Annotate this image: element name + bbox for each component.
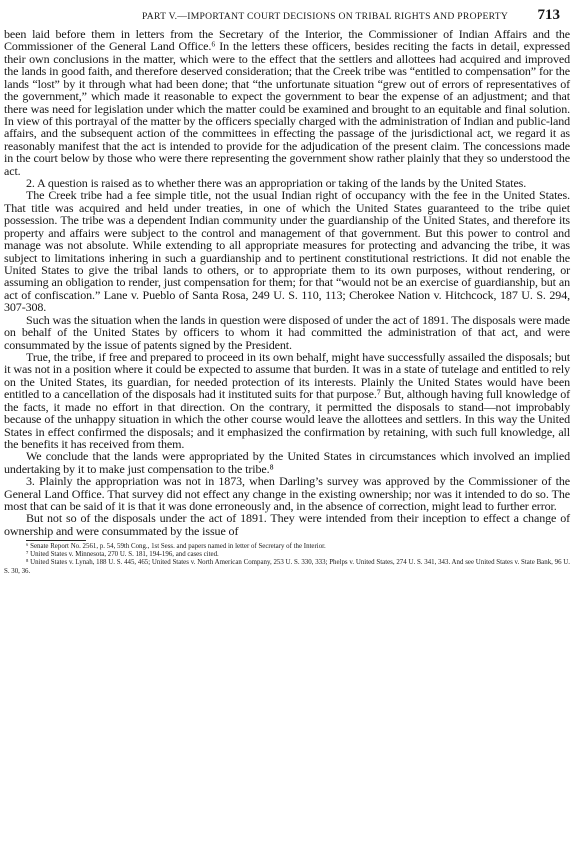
paragraph: The Creek tribe had a fee simple title, not the usual Indian right of occupancy with the fee in the United States. That title was acquired and held under treaties, in one of which the United States guaranteed to the tribe quiet possession. The tribe was a dependent Indian community under the guardianship of the United States, and therefore its property and affairs were subject to the control and management of that government. But this power to control and manage was not absolute. While extending to all appropriate measures for protecting and advancing the tribe, it was subject to limitations inhering in such a guardianship and to pertinent constitutional restrictions. It did not enable the United States to give the tribal lands to others, or to appropriate them to its own purposes, without rendering, or assuming an obligation to render, just compensation for them; for that “would not be an exercise of guardianship, but an act of confiscation.” Lane v. Pueblo of Santa Rosa, 249 U. S. 110, 113; Cherokee Nation v. Hitchcock, 187 U. S. 294, 307-308. (4, 188, 570, 315)
paragraph-continued: been laid before them in letters from the Secretary of the Interior, the Commissioner of Indian Affairs and the Commissioner of the General Land Office.⁶ In the letters these officers, besides reciting the facts in detail, expressed their own conclusions in the matter, which were to the effect that the settlers and allottees had acquired and improved the lands in good faith, and therefore deserved consideration; that the Creek tribe was “entitled to compensation” for the lands “lost” by it through what had been done; that “the unfortunate situation “grew out of errors of representatives of the government,” which made it reasonable to expect the government to bear the expense of an adjustment; and that there was need for legislation under which the matter could be examined and brought to an equitable and final solution. In view of this portrayal of the matter by the officers specially charged with the administration of Indian and public-land affairs, and the subsequent action of the committees in effecting the passage of the jurisdictional act, we regard it as reasonably manifest that the act is intended to provide for the adjudication of the present claim. The concessions made in the court below by those who were there representing the government show rather plainly that they so understood the act. (4, 27, 570, 178)
footnote: ⁶ Senate Report No. 2561, p. 54, 59th Cong., 1st Sess. and papers named in letter of Secretary of the Interior. (26, 543, 326, 551)
page-number: 713 (537, 7, 560, 23)
footnotes (4, 540, 570, 575)
paragraph: We conclude that the lands were appropriated by the United States in circumstances which involved an implied undertaking by it to make just compensation to the tribe.⁸ (4, 449, 570, 476)
paragraph: True, the tribe, if free and prepared to proceed in its own behalf, might have successfully assailed the disposals; but it was not in a position where it could be expected to assume that burden. It was in a state of tutelage and entitled to rely on the United States, its guardian, for needed protection of its interests. Plainly the United States would have been entitled to a cancellation of the disposals had it instituted suits for that purpose.⁷ But, although having full knowledge of the facts, it made no effort in that direction. On the contrary, it permitted the disposals to stand—not improbably because of the unhappy situation in which the other course would leave the allottees and settlers. In this way the United States in effect confirmed the disposals; and it emphasized the confirmation by retaining, with such full knowledge, all the benefits it has received from them. (4, 349, 570, 451)
body-text (4, 28, 570, 537)
paragraph: 3. Plainly the appropriation was not in 1873, when Darling’s survey was approved by the Commissioner of the General Land Office. That survey did not effect any change in the existing ownership; nor was it intended to do so. The most that can be said of it is that it was done erroneously and, in the absence of correction, might lead to further error. (4, 474, 570, 514)
paragraph: But not so of the disposals under the act of 1891. They were intended from their inception to effect a change of ownership and were consummated by the issue of (4, 511, 570, 538)
paragraph: Such was the situation when the lands in question were disposed of under the act of 1891. The disposals were made on behalf of the United States by officers to whom it had committed the administration of that act, and were consummated by the issue of patents signed by the President. (4, 312, 570, 352)
footnote-divider (26, 540, 86, 541)
running-head: PART V.—IMPORTANT COURT DECISIONS ON TRIBAL RIGHTS AND PROPERTY (142, 11, 509, 22)
footnote: ⁷ United States v. Minnesota, 270 U. S. 181, 194-196, and cases cited. (26, 551, 219, 559)
footnote: ⁸ United States v. Lynah, 188 U. S. 445, 465; United States v. North American Company, 253 U. S. 330, 333; Phelps v. United States, 274 U. S. 341, 343. And see United States v. State Bank, 96 U. S. 30, 36. (4, 559, 570, 575)
page-header (4, 6, 570, 28)
paragraph: 2. A question is raised as to whether there was an appropriation or taking of the lands by the United States. (26, 176, 527, 191)
